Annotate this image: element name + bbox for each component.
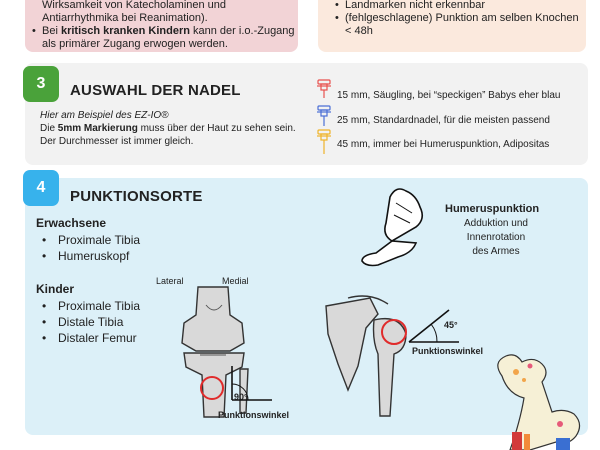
arm-adduction-illustration: [356, 183, 436, 269]
needle-icon-red: [317, 80, 331, 98]
needle-icon-blue: [317, 106, 331, 126]
humerus-desc-line: des Armes: [472, 246, 520, 257]
text-line: Landmarken nicht erkennbar: [345, 0, 486, 11]
group-title-adults: Erwachsene: [36, 216, 107, 230]
section-number-badge: 3: [23, 66, 59, 102]
example-note: Hier am Beispiel des EZ-IO®: [40, 110, 169, 121]
needle-option-45mm: 45 mm, immer bei Humeruspunktion, Adipositas: [337, 139, 550, 150]
needle-option-25mm: 25 mm, Standardnadel, für die meisten passend: [337, 115, 550, 126]
bullet-dot: •: [335, 12, 339, 24]
needle-icons: [314, 78, 334, 158]
needle-option-15mm: 15 mm, Säugling, bei “speckigen” Babys eher blau: [337, 90, 561, 101]
text-line: Wirksamkeit von Katecholaminen und: [42, 0, 227, 11]
text-line: < 48h: [345, 25, 373, 37]
marking-note: Die 5mm Markierung muss über der Haut zu sehen sein.: [40, 123, 296, 134]
text-line: als primärer Zugang erwogen werden.: [42, 38, 228, 50]
needle-icon-yellow: [317, 130, 331, 154]
site-item: • Proximale Tibia: [42, 299, 140, 313]
text-line: Antiarrhythmika bei Reanimation).: [42, 12, 208, 24]
text-line-kids: Bei kritisch kranken Kindern kann der i.o.-Zugang: [42, 25, 295, 37]
lateral-label: Lateral: [156, 276, 184, 286]
knee-angle-value: 90°: [234, 392, 248, 402]
bone-cross-section-decoration: [490, 352, 590, 450]
diameter-note: Der Durchmesser ist immer gleich.: [40, 136, 194, 147]
section-title: AUSWAHL DER NADEL: [70, 82, 241, 99]
text-line: (fehlgeschlagene) Punktion am selben Knochen: [345, 12, 579, 24]
knee-angle-label: Punktionswinkel: [218, 410, 290, 420]
bullet-dot: •: [32, 25, 36, 37]
humerus-title: Humeruspunktion: [445, 203, 540, 215]
humerus-desc-line: Adduktion und: [464, 218, 528, 229]
bullet-dot: •: [335, 0, 339, 11]
medial-label: Medial: [222, 276, 249, 286]
shoulder-illustration: [318, 294, 418, 420]
humerus-desc-line: Innenrotation: [466, 232, 526, 243]
section-title: PUNKTIONSORTE: [70, 188, 203, 205]
shoulder-angle-label: Punktionswinkel: [412, 346, 484, 356]
site-item: • Distale Tibia: [42, 315, 123, 329]
site-item: • Humeruskopf: [42, 249, 129, 263]
shoulder-angle-value: 45°: [444, 320, 458, 330]
group-title-children: Kinder: [36, 282, 75, 296]
section-number-badge: 4: [23, 170, 59, 206]
site-item: • Distaler Femur: [42, 331, 137, 345]
site-item: • Proximale Tibia: [42, 233, 140, 247]
